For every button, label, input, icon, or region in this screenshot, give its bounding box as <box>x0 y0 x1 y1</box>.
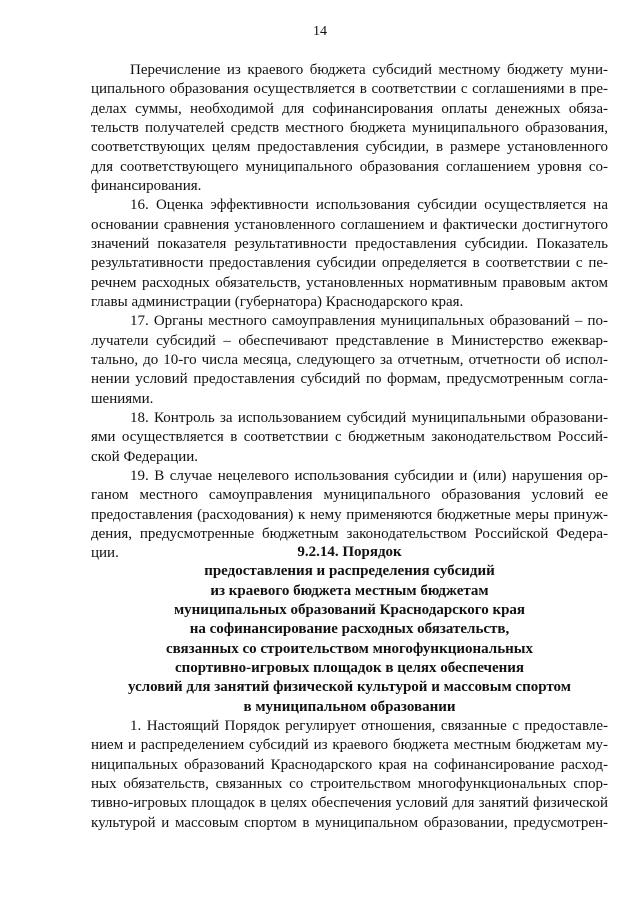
body-text-section-2 <box>91 717 608 833</box>
section-heading <box>91 543 608 717</box>
text-line: ниципальных образований Краснодарского края на софинансирование расход- <box>91 756 608 773</box>
text-line: Перечисление из краевого бюджета субсидий местному бюджету муни- <box>130 62 608 78</box>
text-line: ями осуществляется в соответствии с бюджетным законодательством Россий- <box>91 429 608 446</box>
page-number: 14 <box>313 24 327 39</box>
text-line: ганом местного самоуправления муниципального образования условий ее <box>91 487 608 504</box>
text-line: значений показателя результативности предоставления субсидии. Показатель <box>91 235 608 252</box>
text-line: результативности предоставления субсидии определяется в соответствии с пе- <box>91 255 608 272</box>
text-line: ской Федерации. <box>91 448 199 465</box>
text-line: тивно-игровых площадок в целях обеспечения условий для занятий физической <box>91 795 608 812</box>
text-line: дения, предусмотренные бюджетным законодательством Российской Федера- <box>91 525 608 542</box>
text-line: соответствующих целям предоставления субсидии, в размере установленного <box>91 139 608 156</box>
text-line: 18. Контроль за использованием субсидий муниципальными образовани- <box>130 409 608 426</box>
text-line: тально, до 10-го числа месяца, следующего за отчетным, отчетности об испол- <box>91 351 608 368</box>
heading-line: связанных со строительством многофункциональных <box>166 640 533 657</box>
heading-line: 9.2.14. Порядок <box>297 544 402 560</box>
text-line: нении условий предоставления субсидий по формам, предусмотренным согла- <box>91 371 608 388</box>
heading-line: на софинансирование расходных обязательств, <box>189 621 510 638</box>
heading-line: спортивно-игровых площадок в целях обеспечения <box>174 659 525 676</box>
text-line: финансирования. <box>91 177 202 194</box>
text-line: культурой и массовым спортом в муниципальном образовании, предусмотрен- <box>91 814 608 831</box>
text-line: лучатели субсидий – обеспечивают представление в Министерство ежеквар- <box>91 332 608 349</box>
heading-line: муниципальных образований Краснодарского края <box>173 601 526 618</box>
text-line: 1. Настоящий Порядок регулирует отношения, связанные с предоставле- <box>130 718 608 734</box>
body-text-section-1 <box>91 61 608 564</box>
text-line: ципального образования осуществляется в соответствии с соглашениями в пре- <box>91 81 608 98</box>
text-line: ных обязательств, связанных со строительством многофункциональных спор- <box>91 775 608 792</box>
text-line: 16. Оценка эффективности использования субсидии осуществляется на <box>130 197 608 214</box>
text-line: тельств получателей средств местного бюджета муниципального образования, <box>91 119 608 136</box>
text-line: шениями. <box>91 390 154 407</box>
text-line: основании сравнения установленного соглашением и фактически достигнутого <box>91 216 608 233</box>
text-line: 17. Органы местного самоуправления муниципальных образований – по- <box>130 313 608 330</box>
heading-line: в муниципальном образовании <box>243 698 456 715</box>
text-line: предоставления (расходования) к нему применяются бюджетные меры принуж- <box>91 506 608 523</box>
text-line: главы администрации (губернатора) Краснодарского края. <box>91 293 464 310</box>
text-line: для соответствующего муниципального образования соглашением уровня со- <box>91 158 608 175</box>
text-line: ции. <box>91 545 119 562</box>
heading-line: предоставления и распределения субсидий <box>204 563 495 580</box>
heading-line: условий для занятий физической культурой и массовым спортом <box>128 679 571 696</box>
text-line: речнем расходных обязательств, установленных нормативным правовым актом <box>91 274 608 291</box>
text-line: 19. В случае нецелевого использования субсидии и (или) нарушения ор- <box>130 467 608 484</box>
text-line: делах суммы, необходимой для софинансирования оплаты денежных обяза- <box>91 100 608 117</box>
text-line: нием и распределением субсидий из краевого бюджета местным бюджетам му- <box>91 737 608 754</box>
heading-line: из краевого бюджета местным бюджетам <box>210 582 489 599</box>
